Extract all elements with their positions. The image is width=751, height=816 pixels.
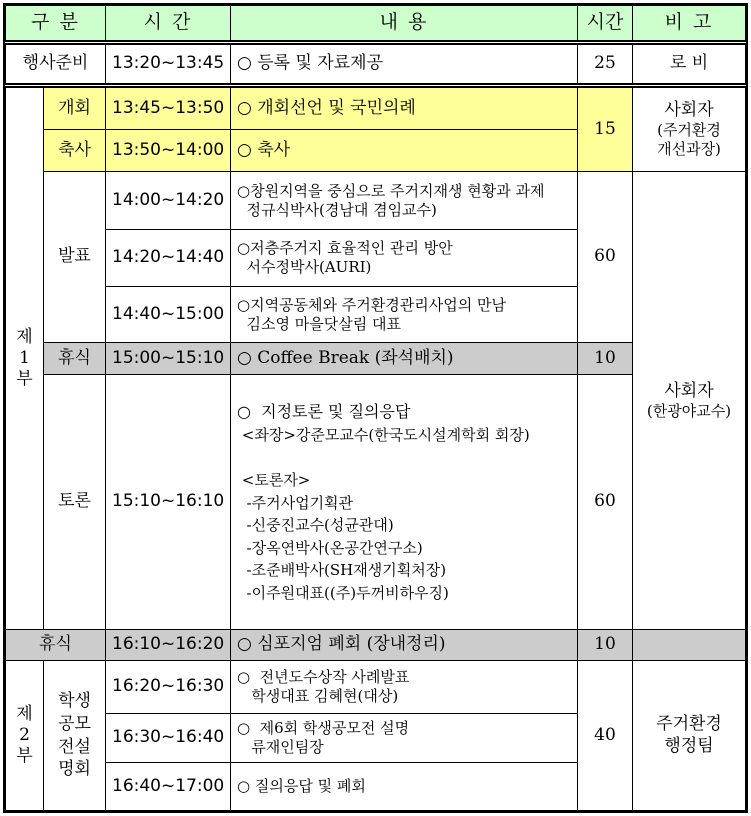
break2-remarks: [632, 629, 746, 661]
break2-content: ○ 심포지엄 폐회 (장내정리): [230, 629, 578, 661]
part2-content-3: ○ 질의응답 및 폐회: [230, 762, 578, 811]
presentation-content-3: [230, 286, 578, 343]
discussion-line: <좌장>강준모교수(한국도시설계학회 회장): [237, 426, 530, 444]
presentation-content-1: [230, 171, 578, 230]
discussion-line: -주거사업기획관: [237, 493, 354, 512]
discussion-line: [237, 447, 242, 470]
remarks-line: 행정팀: [664, 735, 714, 756]
presentation-speaker: 정규식박사(경남대 겸임교수): [237, 200, 437, 219]
header-content: 내 용: [230, 5, 578, 41]
congrats-time: 13:50~14:00: [105, 129, 231, 172]
break2-duration: 10: [577, 629, 633, 661]
part2-content-1: [230, 660, 578, 714]
prep-content: ○ 등록 및 자료제공: [230, 44, 578, 84]
break-category: 휴식: [43, 342, 106, 375]
presentation-time-2: 14:20~14:40: [105, 229, 231, 287]
part1-label: [5, 87, 44, 630]
part2-label-line: 제: [16, 703, 33, 724]
presentation-category: 발표: [43, 171, 106, 343]
part2-time-2: 16:30~16:40: [105, 713, 231, 763]
part2-label-line: 2: [19, 724, 30, 745]
header-category: 구 분: [5, 5, 106, 41]
remarks-line: (한광야교수): [646, 401, 732, 420]
presentation-title: ○지역공동체와 주거환경관리사업의 만남: [237, 295, 506, 314]
discussion-duration: 60: [577, 374, 633, 630]
remarks-line: 사회자: [664, 100, 714, 121]
part2-category-line: 학생: [58, 690, 91, 711]
part2-time-3: 16:40~17:00: [105, 762, 231, 811]
presentation-time-3: 14:40~15:00: [105, 286, 231, 343]
break-time: 15:00~15:10: [105, 342, 231, 375]
opening-category: 개회: [43, 87, 106, 130]
discussion-line: -이주원대표((주)두꺼비하우징): [237, 583, 449, 602]
break2-category: 휴식: [5, 629, 106, 661]
part1-remarks: [632, 171, 746, 630]
presentation-title: ○저층주거지 효율적인 관리 방안: [237, 239, 453, 258]
remarks-line: 주거환경: [656, 714, 722, 735]
presentation-title: ○창원지역을 중심으로 주거지재생 현황과 과제: [237, 181, 545, 200]
prep-remarks: 로 비: [632, 44, 746, 84]
part2-time-1: 16:20~16:30: [105, 660, 231, 714]
part2-category: [43, 660, 106, 811]
discussion-line: <토론자>: [237, 471, 311, 489]
break-content: ○ Coffee Break (좌석배치): [230, 342, 578, 375]
presentation-speaker: 김소영 마을닷살림 대표: [237, 314, 401, 333]
part2-line: ○ 제6회 학생공모전 설명: [237, 719, 410, 738]
presentation-content-2: [230, 229, 578, 287]
opening-content: ○ 개회선언 및 국민의례: [230, 87, 578, 130]
presentation-duration: 60: [577, 171, 633, 343]
part2-line: ○ 전년도수상작 사례발표: [237, 668, 410, 687]
discussion-line: ○ 지정토론 및 질의응답: [237, 402, 411, 421]
discussion-time: 15:10~16:10: [105, 374, 231, 630]
discussion-line: -조준배박사(SH재생기획처장): [237, 561, 447, 579]
opening-time: 13:45~13:50: [105, 87, 231, 130]
discussion-line: -신중진교수(성균관대): [237, 516, 394, 534]
presentation-speaker: 서수정박사(AURI): [237, 258, 372, 276]
break2-time: 16:10~16:20: [105, 629, 231, 661]
part2-category-line: 전설: [58, 736, 91, 757]
header-remarks: 비 고: [632, 5, 746, 41]
prep-category: 행사준비: [5, 44, 106, 84]
header-time: 시 간: [105, 5, 231, 41]
remarks-line: 사회자: [664, 380, 714, 401]
prep-time: 13:20~13:45: [105, 44, 231, 84]
part2-line: 류재인팀장: [237, 738, 324, 756]
part2-remarks: [632, 660, 746, 811]
presentation-time-1: 14:00~14:20: [105, 171, 231, 230]
congrats-category: 축사: [43, 129, 106, 172]
part2-label: [5, 660, 44, 811]
part1-label-line: 1: [19, 347, 30, 368]
part2-line: 학생대표 김혜현(대상): [237, 687, 399, 705]
remarks-line: 개선과장): [657, 140, 721, 159]
part1-label-line: 제: [16, 326, 33, 347]
header-duration: 시간: [577, 5, 633, 41]
discussion-category: 토론: [43, 374, 106, 630]
remarks-line: (주거환경: [657, 121, 721, 140]
discussion-content: [230, 374, 578, 630]
prep-duration: 25: [577, 44, 633, 84]
congrats-content: ○ 축사: [230, 129, 578, 172]
opening-remarks: [632, 87, 746, 172]
opening-duration: 15: [577, 87, 633, 172]
prep-divider: [5, 84, 746, 87]
break-duration: 10: [577, 342, 633, 375]
part2-duration: 40: [577, 660, 633, 811]
part2-category-line: 명회: [58, 759, 91, 780]
part2-content-2: [230, 713, 578, 763]
part2-category-line: 공모: [58, 713, 91, 734]
discussion-line: -장옥연박사(온공간연구소): [237, 538, 423, 557]
part1-label-line: 부: [16, 369, 33, 390]
part2-label-line: 부: [16, 746, 33, 767]
header-divider: [5, 41, 746, 44]
